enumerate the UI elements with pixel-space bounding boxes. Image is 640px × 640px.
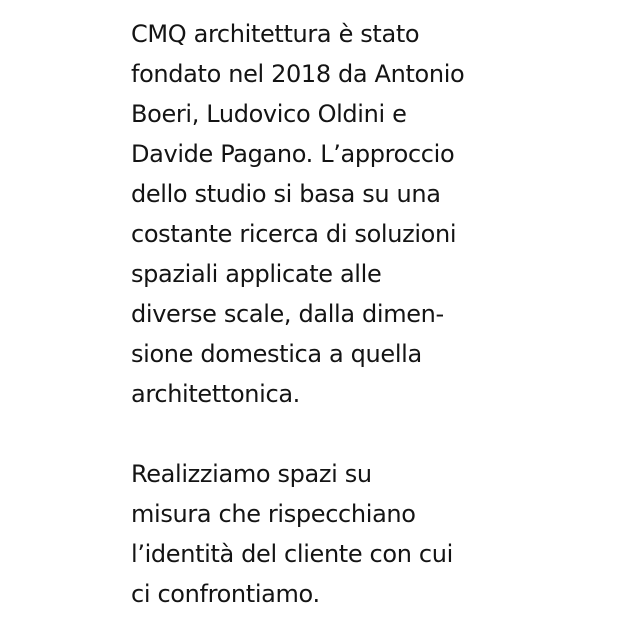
text-line: spaziali applicate alle	[131, 260, 382, 288]
text-line: Davide Pagano. L’approccio	[131, 140, 455, 168]
text-line: fondato nel 2018 da Antonio	[131, 60, 465, 88]
text-line: l’identità del cliente con cui	[131, 540, 453, 568]
text-line: sione domestica a quella	[131, 340, 422, 368]
studio-description-paragraph	[131, 14, 531, 414]
text-line: costante ricerca di soluzioni	[131, 220, 457, 248]
mission-statement-paragraph	[131, 454, 531, 614]
about-text-block	[131, 14, 531, 614]
text-line: architettonica.	[131, 380, 300, 408]
text-line: ci confrontiamo.	[131, 580, 320, 608]
text-line: Realizziamo spazi su	[131, 460, 372, 488]
text-line: Boeri, Ludovico Oldini e	[131, 100, 407, 128]
text-line: diverse scale, dalla dimen-	[131, 300, 444, 328]
text-line: CMQ architettura è stato	[131, 20, 420, 48]
text-line: dello studio si basa su una	[131, 180, 441, 208]
text-line: misura che rispecchiano	[131, 500, 416, 528]
